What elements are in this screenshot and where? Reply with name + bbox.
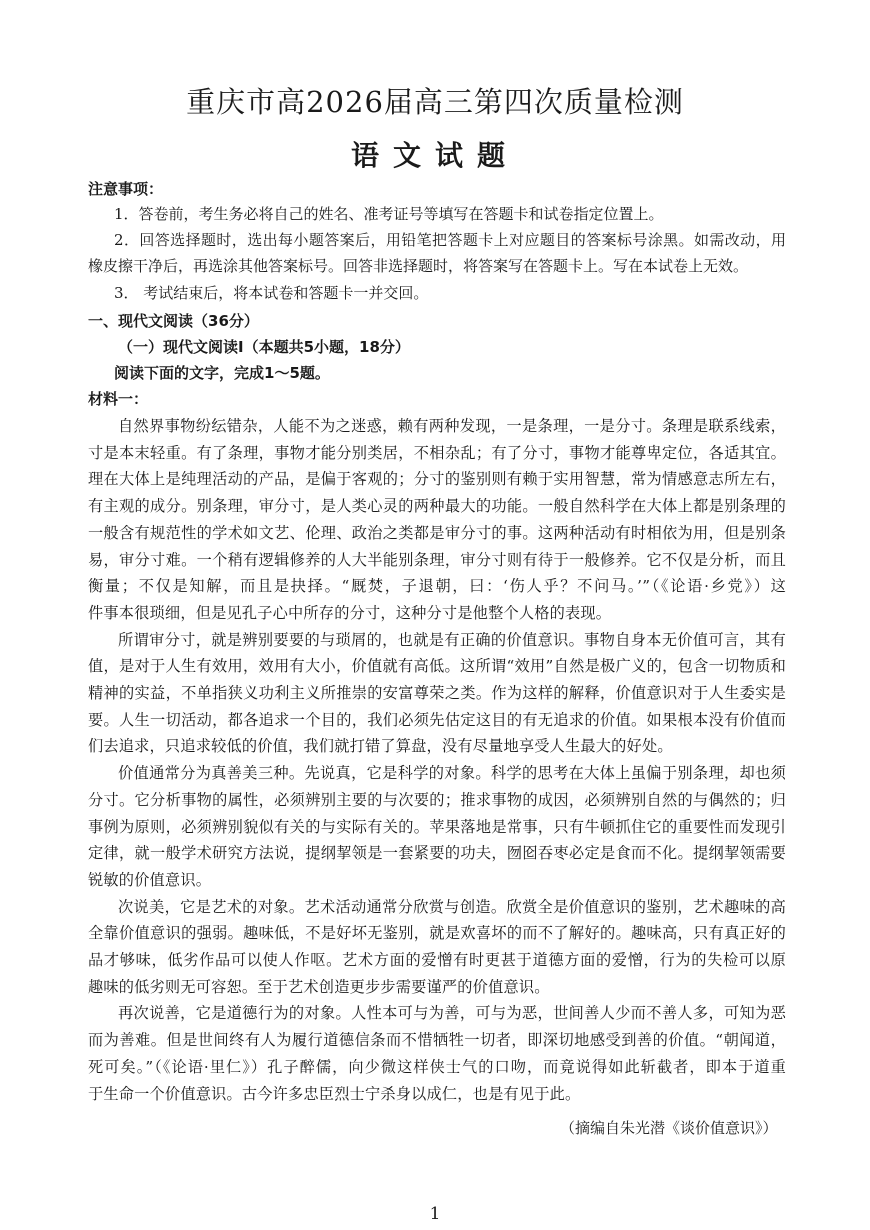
passage-line: 次说美，它是艺术的对象。艺术活动通常分欣赏与创造。欣赏全是价值意识的鉴别，艺术趣味的高	[118, 897, 786, 916]
passage-line: 有主观的成分。别条理，审分寸，是人类心灵的两种最大的功能。一般自然科学在大体上都是别条理的	[88, 497, 786, 516]
passage-line: 要。人生一切活动，都各追求一个目的，我们必须先估定这目的有无追求的价值。如果根本没有价值而	[88, 710, 786, 729]
note-item-2: 2．回答选择题时，选出每小题答案后，用铅笔把答题卡上对应题目的答案标号涂黑。如需改动，用	[114, 231, 786, 249]
passage-line: 易，审分寸难。一个稍有逻辑修养的人大半能别条理，审分寸则有待于一般修养。它不仅是分析，而且	[88, 550, 786, 569]
passage-line: 全靠价值意识的强弱。趣味低，不是好坏无鉴别，就是欢喜坏的而不了解好的。趣味高，只有真正好的	[88, 924, 786, 943]
passage-line: 死可矣。”（《论语·里仁》）孔子醉儒，向少微这样侠士气的口吻，而竟说得如此斩截者，即本于道重	[88, 1057, 786, 1076]
note-item-1: 1．答卷前，考生务必将自己的姓名、准考证号等填写在答题卡和试卷指定位置上。	[114, 205, 664, 223]
passage-line: 锐敏的价值意识。	[88, 870, 212, 889]
passage-line: 衡量；不仅是知解，而且是抉择。“厩焚，子退朝，曰：‘伤人乎？不问马。’”（《论语·乡党》）这	[88, 577, 786, 596]
source-note: （摘编自朱光潜《谈价值意识》）	[560, 1119, 778, 1137]
passage-line: 品才够味，低劣作品可以使人作呕。艺术方面的爱憎有时更甚于道德方面的爱憎，行为的失检可以原	[88, 951, 786, 969]
notes-heading: 注意事项：	[88, 180, 164, 198]
subsection-heading: （一）现代文阅读Ⅰ（本题共5小题，18分）	[118, 338, 410, 356]
passage-line: 所谓审分寸，就是辨别要要的与琐屑的，也就是有正确的价值意识。事物自身本无价值可言，其有	[118, 630, 786, 649]
passage-line: 趣味的低劣则无可容恕。至于艺术创造更步步需要谨严的价值意识。	[88, 977, 550, 996]
passage-line: 寸是本末轻重。有了条理，事物才能分别类居，不相杂乱；有了分寸，事物才能尊卑定位，各适其宜。	[88, 443, 786, 462]
passage-line: 理在大体上是纯理活动的产品，是偏于客观的；分寸的鉴别则有赖于实用智慧，常为情感意志所左右，	[88, 470, 786, 489]
passage-line: 精神的实益，不单指狭义功利主义所推崇的安富尊荣之类。作为这样的解释，价值意识对于人生委实是	[88, 684, 786, 702]
passage-line: 一般含有规范性的学术如文艺、伦理、政治之类都是审分寸的事。这两种活动有时相依为用，但是别条	[88, 523, 786, 542]
passage-line: 值，是对于人生有效用，效用有大小，价值就有高低。这所谓“效用”自然是极广义的，包含一切物质和	[88, 657, 786, 676]
note-item-3: 3． 考试结束后，将本试卷和答题卡一并交回。	[114, 284, 429, 302]
section-heading: 一、现代文阅读（36分）	[88, 312, 259, 330]
note-item-2-cont: 橡皮擦干净后，再选涂其他答案标号。回答非选择题时，将答案写在答题卡上。写在本试卷上无效。	[88, 257, 749, 275]
instruction: 阅读下面的文字，完成1～5题。	[114, 364, 330, 382]
passage-line: 而为善难。但是世间终有人为履行道德信条而不惜牺牲一切者，即深切地感受到善的价值。“朝闻道，	[88, 1031, 786, 1050]
subject-title: 语文试题	[350, 139, 519, 172]
passage-line: 事例为原则，必须辨别貌似有关的与实际有关的。苹果落地是常事，只有牛顿抓住它的重要性而发现引	[88, 817, 786, 836]
passage-line: 定律，就一般学术研究方法说，提纲挈领是一套紧要的功夫，囫囵吞枣必定是食而不化。提纲挈领需要	[88, 844, 786, 863]
passage-line: 分寸。它分析事物的属性，必须辨别主要的与次要的；推求事物的成因，必须辨别自然的与偶然的；归	[88, 790, 786, 809]
passage-line: 于生命一个价值意识。古今许多忠臣烈士宁杀身以成仁，也是有见于此。	[88, 1084, 581, 1103]
passage-line: 价值通常分为真善美三种。先说真，它是科学的对象。科学的思考在大体上虽偏于别条理，却也须	[118, 764, 786, 783]
material-label: 材料一：	[88, 390, 149, 408]
page-number: 1	[429, 1204, 441, 1224]
passage-line: 件事本很琐细，但是见孔子心中所存的分寸，这种分寸是他整个人格的表现。	[88, 603, 612, 622]
passage-line: 再次说善，它是道德行为的对象。人性本可与为善，可与为恶，世间善人少而不善人多，可知为恶	[118, 1004, 786, 1023]
passage-line: 自然界事物纷纭错杂，人能不为之迷惑，赖有两种发现，一是条理，一是分寸。条理是联系线索，	[118, 417, 786, 435]
passage-line: 们去追求，只追求较低的价值，我们就打错了算盘，没有尽量地享受人生最大的好处。	[88, 737, 673, 756]
exam-title: 重庆市高2026届高三第四次质量检测	[186, 85, 684, 119]
